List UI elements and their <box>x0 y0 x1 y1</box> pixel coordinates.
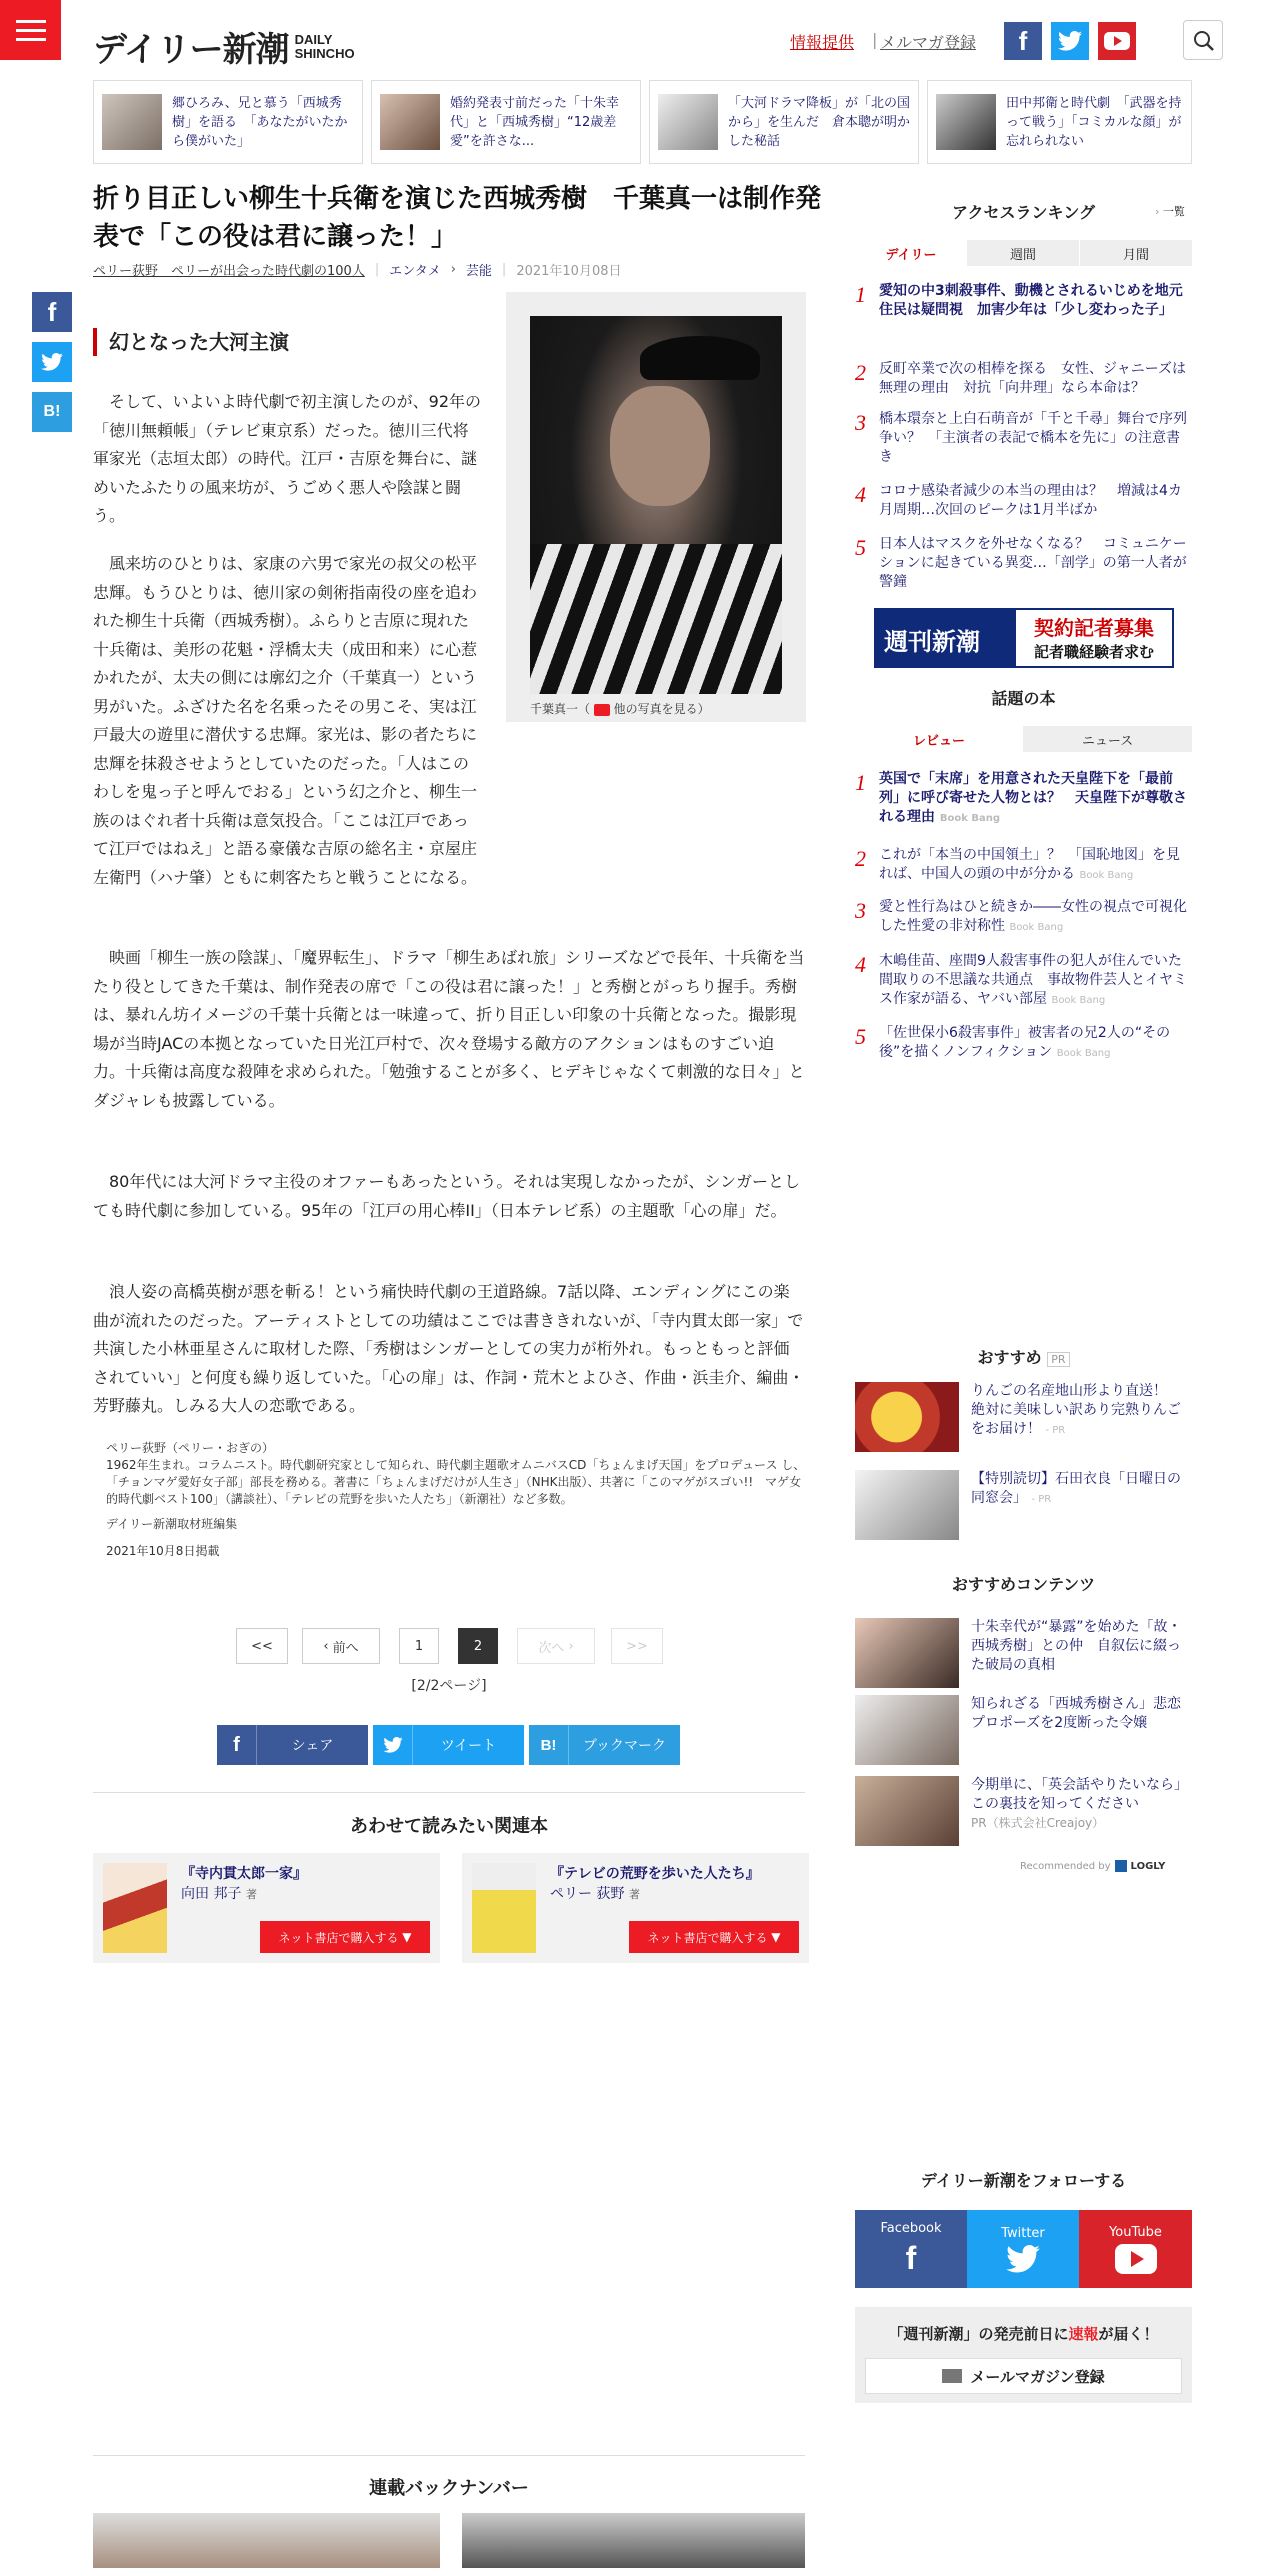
backnumber-heading: 連載バックナンバー <box>369 2478 529 2499</box>
search-button[interactable] <box>1183 20 1223 60</box>
follow-heading: デイリー新潮をフォローする <box>920 2171 1127 2190</box>
tab-daily[interactable]: デイリー <box>885 247 937 263</box>
twitter-share-button[interactable]: ツイート <box>373 1725 524 1765</box>
site-logo[interactable]: デイリー新潮 DAILY SHINCHO <box>93 30 355 70</box>
follow-facebook[interactable]: Facebook f <box>855 2210 967 2288</box>
category-link[interactable]: エンタメ <box>389 264 441 279</box>
osusume-heading: おすすめ PR <box>855 1345 1192 1368</box>
book-ranking-item[interactable]: 2 これが「本当の中国領土」？ 「国恥地図」を見れば、中国人の頭の中が分かる Book Bang <box>855 846 1180 882</box>
facebook-icon: f <box>905 2240 917 2276</box>
recruit-ad-banner[interactable]: 週刊新潮 契約記者募集 記者職経験者求む <box>874 608 1174 668</box>
book-cover[interactable] <box>472 1863 536 1953</box>
youtube-icon[interactable] <box>1098 22 1136 60</box>
menu-button[interactable] <box>0 0 61 60</box>
facebook-share-icon[interactable]: f <box>32 292 72 332</box>
newsletter-box: 「週刊新潮」の発売前日に速報が届く！ メールマガジン登録 <box>855 2307 1192 2403</box>
book-ranking-item[interactable]: 4 木嶋佳苗、座間9人殺害事件の犯人が住んでいた間取りの不思議な共通点 事故物件芸人とイヤミス作家が語る、ヤバい部屋 Book Bang <box>855 952 1187 1007</box>
facebook-share-button[interactable]: f シェア <box>217 1725 368 1765</box>
recommend-item[interactable]: 【特別読切】石田衣良「日曜日の同窓会」 - PR <box>855 1470 1192 1540</box>
ranking-item[interactable]: 5 日本人はマスクを外せなくなる？ コミュニケーションに起きている異変…「剖学」の第一人者が警鐘 <box>855 535 1187 590</box>
book-ranking-item[interactable]: 1 英国で「末席」を用意された天皇陛下を「最前列」に呼び寄せた人物とは？ 天皇陛下が尊敬される理由 Book Bang <box>855 770 1187 825</box>
follow-youtube[interactable]: YouTube <box>1079 2210 1192 2288</box>
related-book: 『テレビの荒野を歩いた人たち』 ペリー 荻野 著 ネット書店で購入する ▼ <box>462 1853 809 1963</box>
recommend-thumbnail <box>855 1470 959 1540</box>
twitter-icon <box>373 1725 413 1765</box>
facebook-icon[interactable]: f <box>1004 22 1042 60</box>
card-thumbnail <box>102 94 162 150</box>
info-link[interactable]: 情報提供 <box>790 33 855 52</box>
buy-book-button[interactable]: ネット書店で購入する ▼ <box>629 1921 799 1953</box>
tab-review[interactable]: レビュー <box>912 733 965 749</box>
paragraph: 風来坊のひとりは、家康の六男で家光の叔父の松平忠輝。もうひとりは、徳川家の剣術指南役の座を追われた柳生十兵衛（西城秀樹）。ふらりと吉原に現れた十兵衛は、美形の花魁・浮橋太夫（成田和来）に心惹かれたが、太夫の側には廓幻之介（千葉真一）という男がいた。ふざけた名を名乗ったその男こそ、実は江戸最大の遊里に潜伏する忠輝。家光は、影の者たちに忠輝を抹殺させようとしていたのだった。「人はこのわしを鬼っ子と呼んでおる」という幻之介と、柳生一族のはぐれ者十兵衛は意気投合。「ここは江戸であって江戸ではねえ」と語る豪儀な吉原の総名主・京屋庄左衛門（ハナ肇）ともに刺客たちと戦うことになる。 <box>93 554 478 887</box>
ranking-item[interactable]: 2 反町卒業で次の相棒を探る 女性、ジャニーズは無理の理由 対抗「向井理」なら本命は？ <box>855 360 1187 396</box>
tab-news[interactable]: ニュース <box>1023 726 1192 752</box>
ranking-item[interactable]: 4 コロナ感染者減少の本当の理由は？ 増減は4カ月周期…次回のピークは1月半ばか <box>855 482 1182 518</box>
newsletter-register-button[interactable]: メールマガジン登録 <box>865 2358 1182 2394</box>
follow-twitter[interactable]: Twitter <box>967 2210 1079 2288</box>
caret-down-icon: ▼ <box>771 1930 781 1944</box>
ranking-item[interactable]: 1 愛知の中3刺殺事件、動機とされるいじめを地元住民は疑問視 加害少年は「少し変わった子」 <box>855 282 1183 318</box>
facebook-icon: f <box>217 1725 257 1765</box>
paragraph: 浪人姿の高橋英樹が悪を斬る！という痛快時代劇の王道路線。7話以降、エンディングにこの楽曲が流れたのだった。アーティストとしての功績はここでは書ききれないが、「寺内貫太郎一家」で共演した小林亜星さんに取材した際、「秀樹はシンガーとしての実力が桁外れ。もっともっと評価されていい」と何度も繰り返していた。「心の扉」は、作詞・荒木とよひさ、作曲・浜圭介、編曲・芳野藤丸。しみる大人の恋歌である。 <box>93 1282 805 1415</box>
paragraph: そして、いよいよ時代劇で初主演したのが、92年の「徳川無頼帳」（テレビ東京系）だった。徳川三代将軍家光（志垣太郎）の時代。江戸・吉原を舞台に、謎めいたふたりの風来坊が、うごめく悪人や陰謀と闘う。 <box>93 392 482 525</box>
hatena-share-icon[interactable]: B! <box>32 392 72 432</box>
caret-down-icon: ▼ <box>402 1930 412 1944</box>
book-ranking-item[interactable]: 5 「佐世保小6殺害事件」被害者の兄2人の“その後”を描くノンフィクション Book Bang <box>855 1024 1171 1060</box>
pager-prev[interactable]: ‹ 前へ <box>302 1628 380 1664</box>
ranking-heading: アクセスランキング <box>951 203 1096 222</box>
recommended-by[interactable]: Recommended by LOGLY <box>1020 1860 1166 1872</box>
pager-page-2: 2 <box>458 1628 498 1664</box>
ranking-more-link[interactable]: › 一覧 <box>1155 205 1185 218</box>
card-thumbnail <box>658 94 718 150</box>
pager-first[interactable]: << <box>236 1628 288 1664</box>
card-thumbnail <box>380 94 440 150</box>
content-item[interactable]: 知られざる「西城秀樹さん」悲恋 プロポーズを2度断った令嬢 <box>855 1695 1192 1765</box>
content-thumbnail <box>855 1618 959 1688</box>
content-thumbnail <box>855 1776 959 1846</box>
books-heading: 話題の本 <box>991 689 1056 708</box>
article-photo[interactable] <box>530 316 782 694</box>
pager-page-1[interactable]: 1 <box>399 1628 439 1664</box>
author-bio: ペリー荻野（ペリー・おぎの） 1962年生まれ。コラムニスト。時代劇研究家として知られ、時代劇主題歌オムニバスCD「ちょんまげ天国」をプロデュース し、「チョンマゲ愛好女子部」部長を務める。著書に「ちょんまげだけが人生さ」（NHK出版）、共著に「このマゲがスゴい!! マゲ女的時代劇ベスト100」（講談社）、「テレビの荒野を歩いた人たち」（新潮社）など多数。 デイリー新潮取材班編集 2021年10月8日掲載 <box>106 1441 806 1558</box>
twitter-share-icon[interactable] <box>32 342 72 382</box>
mail-icon <box>942 2369 962 2383</box>
top-card[interactable]: 郷ひろみ、兄と慕う「西城秀樹」を語る 「あなたがいたから僕がいた」 <box>93 80 363 164</box>
article-title: 折り目正しい柳生十兵衛を演じた西城秀樹 千葉真一は制作発表で「この役は君に譲った！」 <box>93 184 822 252</box>
tab-monthly[interactable]: 月間 <box>1079 240 1192 266</box>
content-item[interactable]: 十朱幸代が“暴露”を始めた「故・西城秀樹」との仲 自叙伝に綴った破局の真相 <box>855 1618 1192 1688</box>
section-heading: 幻となった大河主演 <box>93 328 483 356</box>
twitter-icon[interactable] <box>1051 22 1089 60</box>
content-heading: おすすめコンテンツ <box>951 1575 1096 1594</box>
related-book: 『寺内貫太郎一家』 向田 邦子 著 ネット書店で購入する ▼ <box>93 1853 440 1963</box>
pager-last: >> <box>611 1628 663 1664</box>
search-icon <box>1184 21 1224 61</box>
menu-icon <box>16 20 46 23</box>
photo-caption[interactable]: 千葉真一（ 他の写真を見る） <box>530 702 710 716</box>
related-books-heading: あわせて読みたい関連本 <box>350 1816 548 1837</box>
backnumber-thumbnail[interactable] <box>93 2513 440 2568</box>
newsletter-link[interactable]: メルマガ登録 <box>880 33 977 52</box>
page-info: [2/2ページ] <box>411 1678 487 1694</box>
subcategory-link[interactable]: 芸能 <box>465 264 492 279</box>
buy-book-button[interactable]: ネット書店で購入する ▼ <box>260 1921 430 1953</box>
book-ranking-item[interactable]: 3 愛と性行為はひと続きか――女性の視点で可視化した性愛の非対称性 Book Bang <box>855 898 1187 934</box>
top-card[interactable]: 「大河ドラマ降板」が「北の国から」を生んだ 倉本聰が明かした秘話 <box>649 80 919 164</box>
card-thumbnail <box>936 94 996 150</box>
chevron-left-icon: ‹ <box>323 1638 333 1654</box>
content-item[interactable]: 今期単に、「英会話やりたいなら」この裏技を知ってください PR（株式会社Creajoy） <box>855 1776 1192 1846</box>
backnumber-thumbnail[interactable] <box>462 2513 805 2568</box>
recommend-item[interactable]: りんごの名産地山形より直送！ 絶対に美味しい訳あり完熟りんごをお届け！ - PR <box>855 1382 1192 1452</box>
tab-weekly[interactable]: 週間 <box>967 240 1079 266</box>
pager-next: 次へ › <box>517 1628 595 1664</box>
series-link[interactable]: ペリー荻野 ペリーが出会った時代劇の100人 <box>93 264 365 279</box>
paragraph: 映画「柳生一族の陰謀」、「魔界転生」、ドラマ「柳生あばれ旅」シリーズなどで長年、十兵衛を当たり役としてきた千葉は、制作発表の席で「この役は君に譲った！」と秀樹とがっちり握手。秀樹は、暴れん坊イメージの千葉十兵衛とは一味違って、折り目正しい印象の十兵衛となった。撮影現場が当時JACの本拠となっていた日光江戸村で、次々登場する敵方のアクションはものすごい迫力。十兵衛は高度な殺陣を求められた。「勉強することが多く、ヒデキじゃなくて刺激的な日々」とダジャレも披露している。 <box>93 948 805 1110</box>
twitter-icon <box>1006 2245 1040 2273</box>
content-thumbnail <box>855 1695 959 1765</box>
article-date: 2021年10月08日 <box>516 264 622 279</box>
book-cover[interactable] <box>103 1863 167 1953</box>
article-meta: ペリー荻野 ペリーが出会った時代劇の100人 | エンタメ › 芸能 | 2021年10月08日 <box>93 262 622 279</box>
camera-icon <box>594 704 610 716</box>
top-card[interactable]: 田中邦衛と時代劇 「武器を持って戦う」「コミカルな顔」が忘れられない <box>927 80 1192 164</box>
recommend-thumbnail <box>855 1382 959 1452</box>
top-card[interactable]: 婚約発表寸前だった「十朱幸代」と「西城秀樹」“12歳差愛”を許さな... <box>371 80 641 164</box>
logly-icon <box>1115 1860 1127 1872</box>
paragraph: 80年代には大河ドラマ主役のオファーもあったという。それは実現しなかったが、シンガーとしても時代劇に参加している。95年の「江戸の用心棒II」（日本テレビ系）の主題歌「心の扉」だ。 <box>93 1172 801 1220</box>
youtube-icon <box>1115 2244 1157 2274</box>
hatena-icon: B! <box>529 1725 569 1765</box>
hatena-bookmark-button[interactable]: B! ブックマーク <box>529 1725 680 1765</box>
ranking-item[interactable]: 3 橋本環奈と上白石萌音が「千と千尋」舞台で序列争い？ 「主演者の表記で橋本を先に」の注意書き <box>855 410 1187 465</box>
